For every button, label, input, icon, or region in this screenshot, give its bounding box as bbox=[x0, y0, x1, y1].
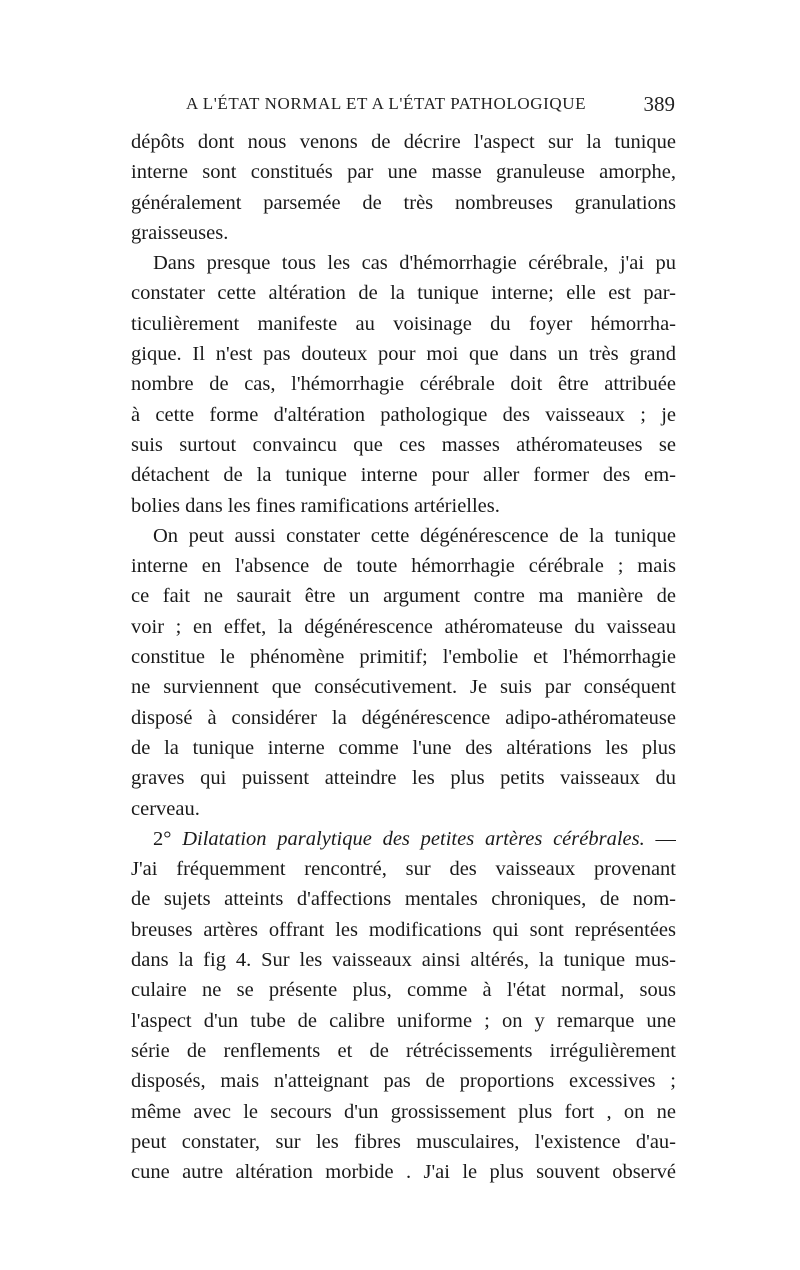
text-line: interne en l'absence de toute hémorrhagie cérébrale ; mais bbox=[131, 555, 676, 578]
text-line: ce fait ne saurait être un argument contre ma manière de bbox=[131, 585, 676, 608]
text-line: graves qui puissent atteindre les plus petits vaisseaux du bbox=[131, 767, 676, 790]
text-line: disposés, mais n'atteignant pas de proportions excessives ; bbox=[131, 1070, 676, 1093]
text-line: Dans presque tous les cas d'hémorrhagie cérébrale, j'ai pu bbox=[153, 252, 676, 275]
text-line: de la tunique interne comme l'une des altérations les plus bbox=[131, 736, 676, 759]
text-line: dépôts dont nous venons de décrire l'aspect sur la tunique bbox=[131, 131, 676, 153]
text-line: ticulièrement manifeste au voisinage du foyer hémorrha- bbox=[131, 312, 676, 335]
text-line: J'ai fréquemment rencontré, sur des vaisseaux provenant bbox=[131, 858, 676, 881]
text-line: peut constater, sur les fibres musculaires, l'existence d'au- bbox=[131, 1130, 676, 1153]
text-line: généralement parsemée de très nombreuses granulations bbox=[131, 191, 676, 214]
running-title: A L'ÉTAT NORMAL ET A L'ÉTAT PATHOLOGIQUE bbox=[186, 94, 587, 113]
text-line: de sujets atteints d'affections mentales chroniques, de nom- bbox=[131, 888, 676, 911]
text-line: culaire ne se présente plus, comme à l'état normal, sous bbox=[131, 979, 676, 1002]
text-line: voir ; en effet, la dégénérescence athéromateuse du vaisseau bbox=[131, 615, 676, 638]
text-line: nombre de cas, l'hémorrhagie cérébrale doit être attribuée bbox=[131, 373, 676, 396]
text-line: bolies dans les fines ramifications artérielles. bbox=[131, 494, 500, 517]
text-line: gique. Il n'est pas douteux pour moi que dans un très grand bbox=[131, 343, 676, 366]
text-line: cune autre altération morbide . J'ai le plus souvent observé bbox=[131, 1161, 676, 1184]
text-line: constater cette altération de la tunique interne; elle est par- bbox=[131, 282, 676, 305]
text-line: suis surtout convaincu que ces masses athéromateuses se bbox=[131, 433, 676, 456]
text-line: à cette forme d'altération pathologique des vaisseaux ; je bbox=[131, 403, 676, 426]
text-line: même avec le secours d'un grossissement plus fort , on ne bbox=[131, 1100, 676, 1123]
section-heading-title: Dilatation paralytique des petites artères cérébrales. bbox=[182, 827, 645, 850]
running-head bbox=[130, 89, 675, 119]
section-heading-line: 2° Dilatation paralytique des petites artères cérébrales. — bbox=[153, 827, 676, 850]
body-text bbox=[131, 127, 676, 1187]
text-line: cerveau. bbox=[131, 797, 200, 820]
text-line: ne surviennent que consécutivement. Je suis par conséquent bbox=[131, 676, 676, 699]
page-number: 389 bbox=[643, 92, 675, 116]
text-line: graisseuses. bbox=[131, 221, 229, 244]
text-line: détachent de la tunique interne pour aller former des em- bbox=[131, 464, 676, 487]
text-line: interne sont constitués par une masse granuleuse amorphe, bbox=[131, 161, 676, 184]
text-line: breuses artères offrant les modifications qui sont représentées bbox=[131, 918, 676, 941]
text-line: dans la fig 4. Sur les vaisseaux ainsi altérés, la tunique mus- bbox=[131, 949, 676, 972]
text-line: l'aspect d'un tube de calibre uniforme ; on y remarque une bbox=[131, 1009, 676, 1032]
text-line: constitue le phénomène primitif; l'embolie et l'hémorrhagie bbox=[131, 646, 676, 669]
text-line: On peut aussi constater cette dégénérescence de la tunique bbox=[153, 524, 676, 547]
text-line: disposé à considérer la dégénérescence adipo-athéromateuse bbox=[131, 706, 676, 729]
text-line: série de renflements et de rétrécissements irrégulièrement bbox=[131, 1039, 676, 1062]
